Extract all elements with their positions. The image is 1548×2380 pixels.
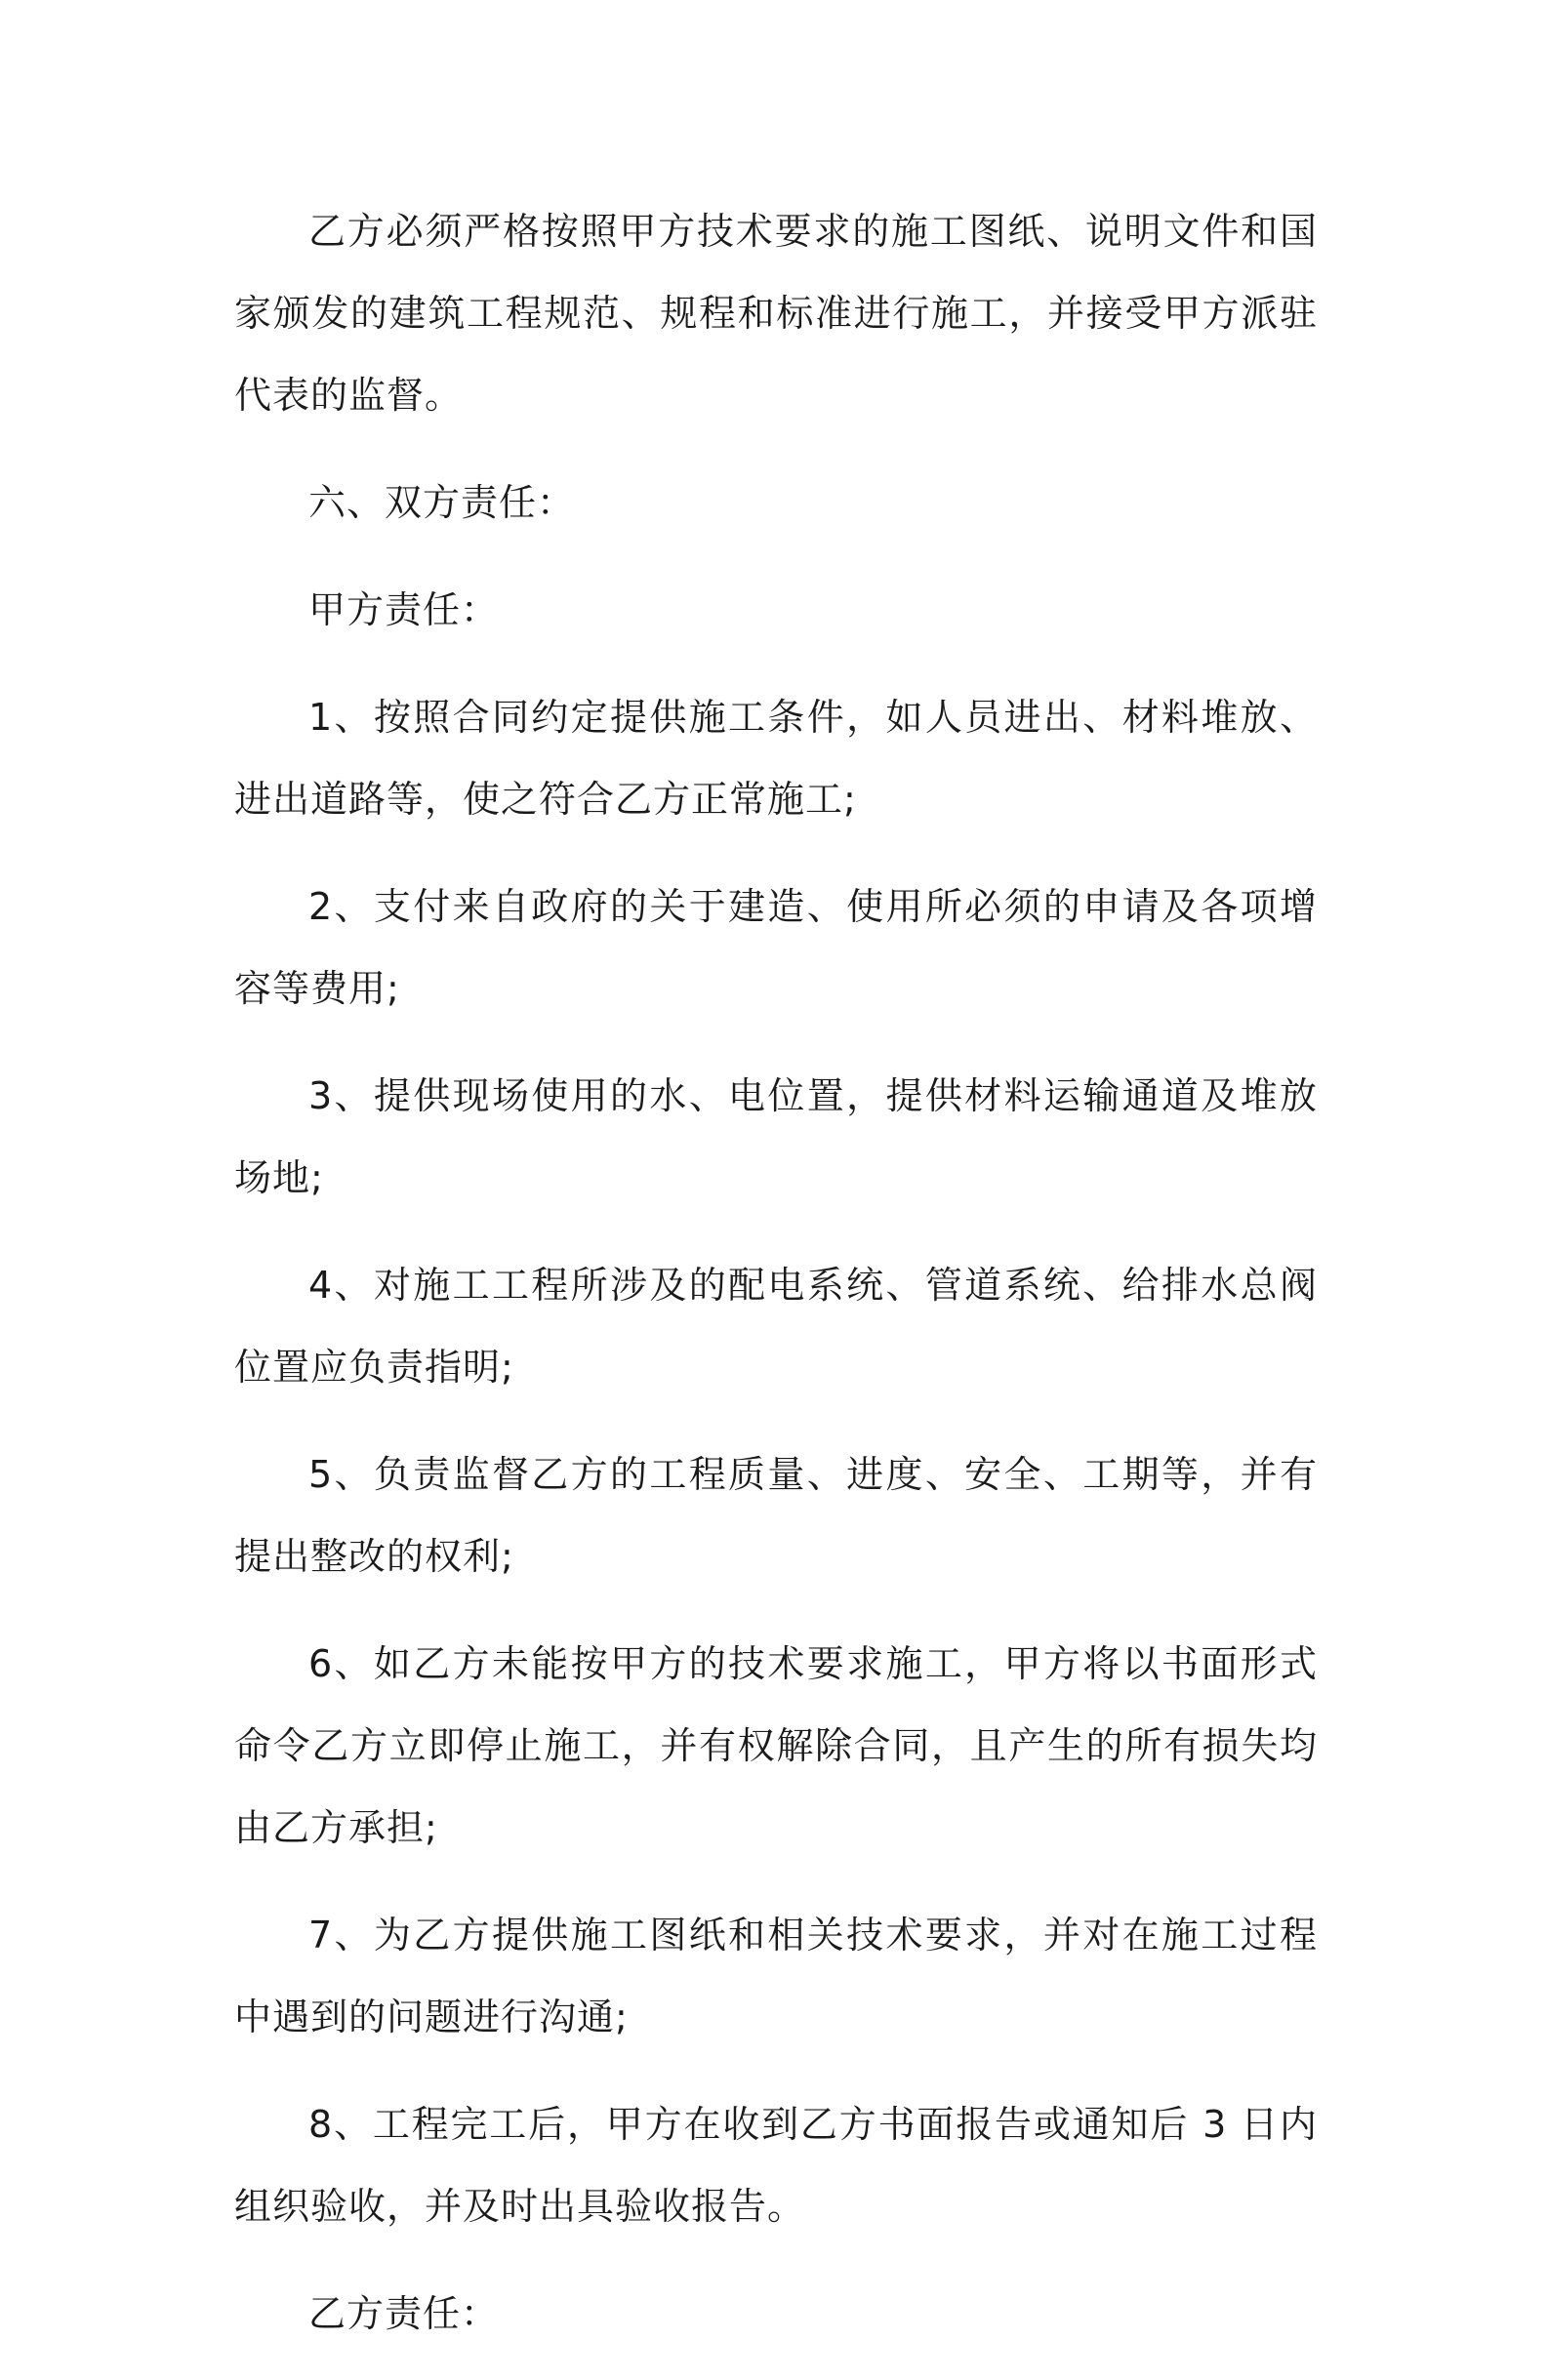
section-heading-responsibilities: 六、双方责任： bbox=[308, 481, 576, 524]
party-a-item-2: 2、支付来自政府的关于建造、使用所必须的申请及各项增容等费用; bbox=[234, 885, 1318, 1010]
party-a-item-1: 1、按照合同约定提供施工条件，如人员进出、材料堆放、进出道路等，使之符合乙方正常施工; bbox=[234, 696, 1318, 821]
subheading-party-b: 乙方责任： bbox=[308, 2292, 500, 2335]
party-a-item-8: 8、工程完工后，甲方在收到乙方书面报告或通知后 3 日内组织验收，并及时出具验收报告。 bbox=[234, 2103, 1318, 2228]
subheading-party-a: 甲方责任： bbox=[308, 588, 500, 631]
party-a-item-5: 5、负责监督乙方的工程质量、进度、安全、工期等，并有提出整改的权利; bbox=[234, 1453, 1318, 1578]
party-a-item-6: 6、如乙方未能按甲方的技术要求施工，甲方将以书面形式命令乙方立即停止施工，并有权解除合同，且产生的所有损失均由乙方承担; bbox=[234, 1642, 1318, 1849]
paragraph-supervision: 乙方必须严格按照甲方技术要求的施工图纸、说明文件和国家颁发的建筑工程规范、规程和标准进行施工，并接受甲方派驻代表的监督。 bbox=[234, 210, 1318, 417]
party-a-item-3: 3、提供现场使用的水、电位置，提供材料运输通道及堆放场地; bbox=[234, 1074, 1318, 1199]
document-body bbox=[234, 190, 1318, 2380]
party-a-item-4: 4、对施工工程所涉及的配电系统、管道系统、给排水总阀位置应负责指明; bbox=[234, 1264, 1318, 1389]
party-a-item-7: 7、为乙方提供施工图纸和相关技术要求，并对在施工过程中遇到的问题进行沟通; bbox=[234, 1914, 1318, 2038]
